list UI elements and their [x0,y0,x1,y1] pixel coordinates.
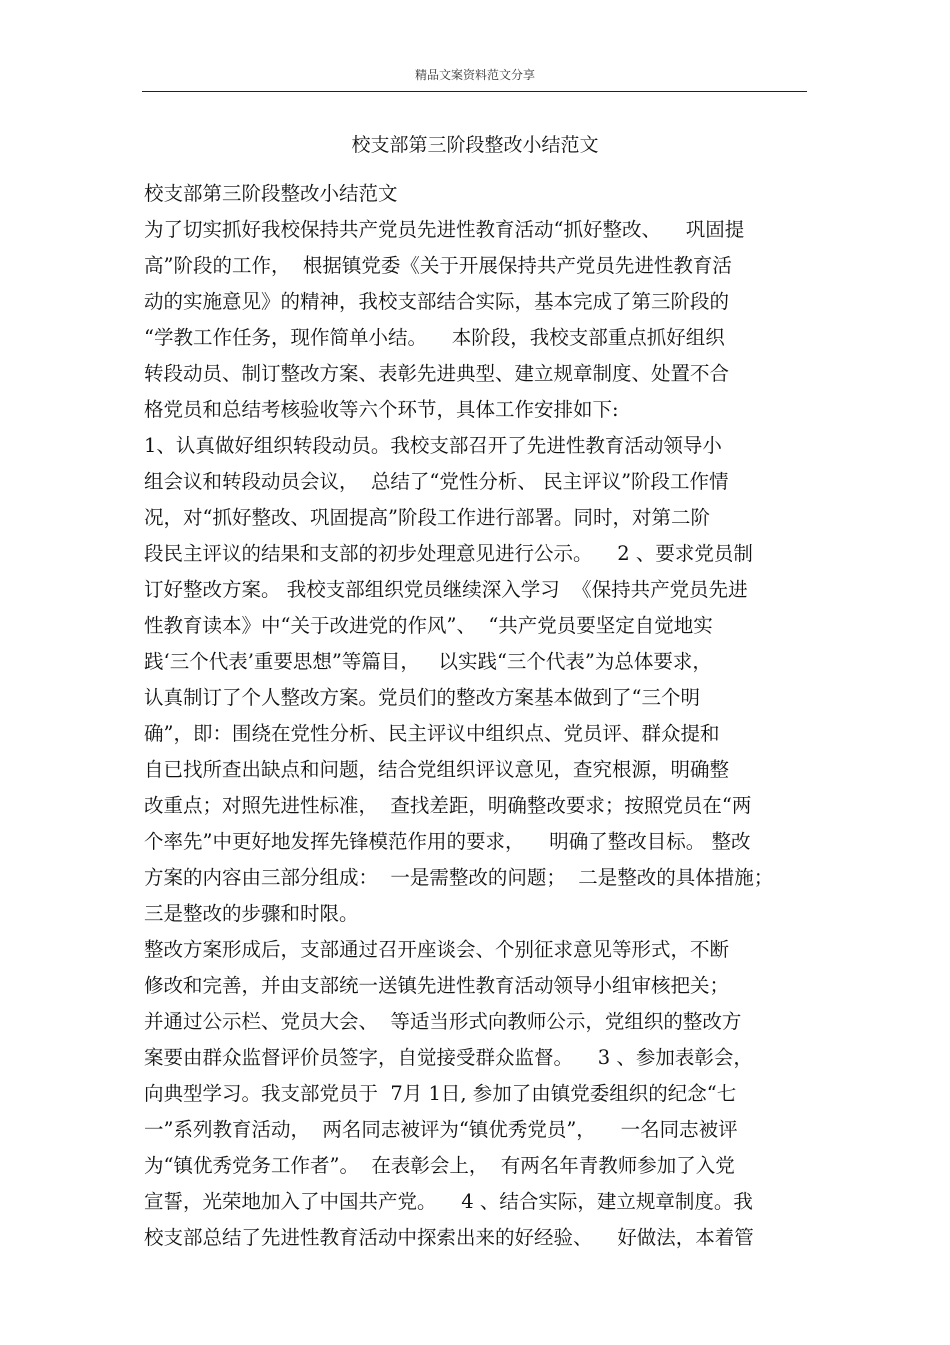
body-text-line: 为“镇优秀党务工作者”。 在表彰会上， 有两名年青教师参加了入党 [144,1154,735,1177]
body-text-line: 组会议和转段动员会议， 总结了“党性分析、 民主评议”阶段工作情 [144,470,729,493]
body-text-line: 高”阶段的工作， 根据镇党委《关于开展保持共产党员先进性教育活 [144,254,732,277]
document-body [144,176,812,1256]
header-divider [142,91,807,92]
body-text-line: 认真制订了个人整改方案。党员们的整改方案基本做到了“三个明 [144,686,700,709]
body-text-line: 为了切实抓好我校保持共产党员先进性教育活动“抓好整改、 巩固提 [144,218,745,241]
body-text-line: 1、认真做好组织转段动员。我校支部召开了先进性教育活动领导小 [144,434,722,457]
body-text-line: 三是整改的步骤和时限。 [144,902,359,925]
body-text-line: 况，对“抓好整改、巩固提高”阶段工作进行部署。同时，对第二阶 [144,506,710,529]
body-text-line: 段民主评议的结果和支部的初步处理意见进行公示。 2 、要求党员制 [144,542,753,565]
body-text-line: 一”系列教育活动， 两名同志被评为“镇优秀党员”， 一名同志被评 [144,1118,738,1141]
body-text-line: 校支部第三阶段整改小结范文 [144,182,398,205]
body-text-line: 践‘三个代表’重要思想”等篇目， 以实践“三个代表”为总体要求， [144,650,712,673]
body-text-line: 校支部总结了先进性教育活动中探索出来的好经验、 好做法，本着管 [144,1226,754,1249]
document-title: 校支部第三阶段整改小结范文 [351,134,599,156]
page-header: 精品文案资料范文分享 [414,68,535,82]
body-text-line: 订好整改方案。 我校支部组织党员继续深入学习 《保持共产党员先进 [144,578,748,601]
body-text-line: 并通过公示栏、党员大会、 等适当形式向教师公示，党组织的整改方 [144,1010,742,1033]
body-text-line: 格党员和总结考核验收等六个环节，具体工作安排如下: [144,398,619,421]
body-text-line: 确”，即：围绕在党性分析、民主评议中组织点、党员评、群众提和 [144,722,720,745]
body-text-line: 转段动员、制订整改方案、表彰先进典型、建立规章制度、处置不合 [144,362,730,385]
body-text-line: 案要由群众监督评价员签字，自觉接受群众监督。 3 、参加表彰会， [144,1046,753,1069]
body-text-line: 整改方案形成后，支部通过召开座谈会、个别征求意见等形式，不断 [144,938,730,961]
body-text-line: 动的实施意见》的精神，我校支部结合实际，基本完成了第三阶段的 [144,290,730,313]
body-text-line: 性教育读本》中“关于改进党的作风”、 “共产党员要坚定自觉地实 [144,614,713,637]
body-text-line: 个率先”中更好地发挥先锋模范作用的要求， 明确了整改目标。 整改 [144,830,751,853]
body-text-line: 自已找所查出缺点和问题，结合党组织评议意见，查究根源，明确整 [144,758,730,781]
body-text-line: “学教工作任务，现作简单小结。 本阶段，我校支部重点抓好组织 [144,326,725,349]
body-text-line: 方案的内容由三部分组成： 一是需整改的问题； 二是整改的具体措施； [144,866,774,889]
body-text-line: 改重点；对照先进性标准， 查找差距，明确整改要求；按照党员在“两 [144,794,752,817]
body-text-line: 宣誓，光荣地加入了中国共产党。 4 、结合实际，建立规章制度。我 [144,1190,753,1213]
body-text-line: 修改和完善，并由支部统一送镇先进性教育活动领导小组审核把关； [144,974,730,997]
body-text-line: 向典型学习。我支部党员于 7月 1日, 参加了由镇党委组织的纪念“七 [144,1082,737,1105]
